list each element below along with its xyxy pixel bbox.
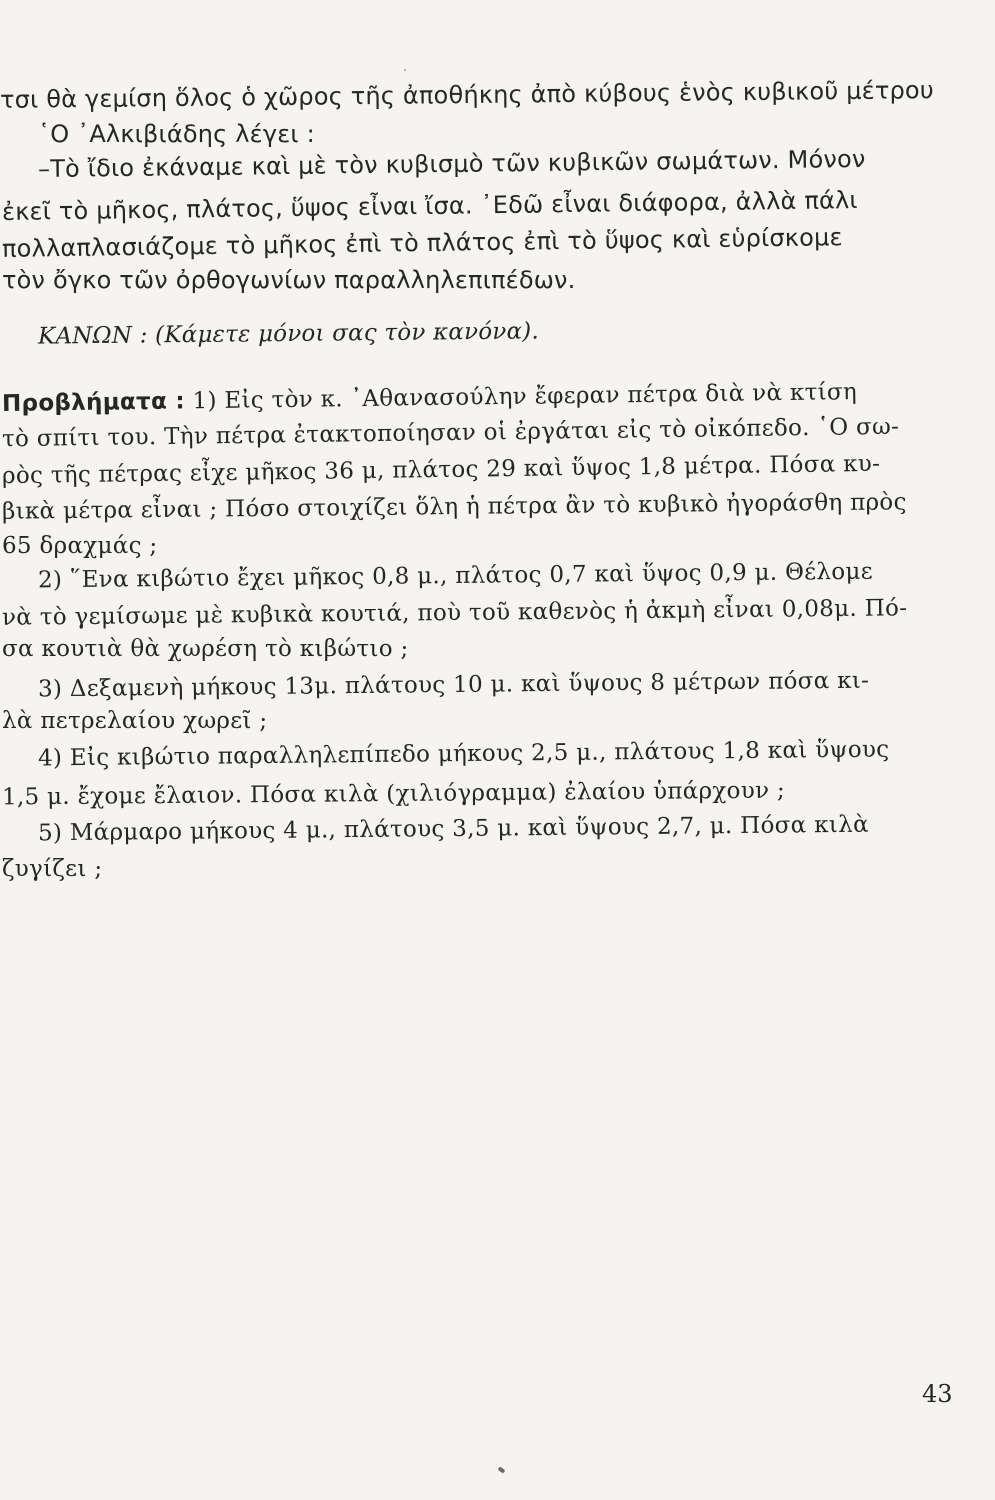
problem-line: 1,5 μ. ἔχομε ἔλαιον. Πόσα κιλὰ (χιλιόγραμμα) ἐλαίου ὑπάρχουν ; (1, 777, 786, 811)
print-speck (404, 69, 406, 71)
problems-line-1 (2, 377, 857, 419)
rule-text: (Κάμετε μόνοι σας τὸν κανόνα). (154, 318, 540, 349)
page-number: 43 (922, 1380, 953, 1408)
body-line-5: πολλαπλασιάζομε τὸ μῆκος ἐπὶ τὸ πλάτος ἐπὶ τὸ ὕψος καὶ εὑρίσκομε (1, 223, 843, 263)
rule-statement (38, 316, 539, 351)
body-line-4: ἐκεῖ τὸ μῆκος, πλάτος, ὕψος εἶναι ἴσα. ᾿Εδῶ εἶναι διάφορα, ἀλλὰ πάλι (1, 186, 858, 226)
body-line-1: τσι θὰ γεμίση ὅλος ὁ χῶρος τῆς ἀποθήκης ἀπὸ κύβους ἑνὸς κυβικοῦ μέτρου (0, 76, 935, 114)
problem-line: 5) Μάρμαρο μήκους 4 μ., πλάτους 3,5 μ. καὶ ὕψους 2,7, μ. Πόσα κιλὰ (37, 811, 869, 847)
problem-line: 2) ῞Ενα κιβώτιο ἔχει μῆκος 0,8 μ., πλάτος 0,7 καὶ ὕψος 0,9 μ. Θέλομε (37, 558, 874, 594)
problem-line: νὰ τὸ γεμίσωμε μὲ κυβικὰ κουτιά, ποὺ τοῦ καθενὸς ἡ ἀκμὴ εἶναι 0,08μ. Πό- (1, 595, 908, 631)
problem-1-start: 1) Εἰς τὸν κ. ᾿Αθανασούλην ἔφεραν πέτρα διὰ νὰ κτίση (192, 379, 858, 415)
body-line-3: –Τὸ ἴδιο ἐκάναμε καὶ μὲ τὸν κυβισμὸ τῶν κυβικῶν σωμάτων. Μόνον (37, 144, 866, 184)
problem-line: λὰ πετρελαίου χωρεῖ ; (2, 708, 268, 734)
problem-line: 65 δραχμάς ; (2, 533, 158, 559)
problem-line: τὸ σπίτι του. Τὴν πέτρα ἐτακτοποίησαν οἱ ἐργάται εἰς τὸ οἰκόπεδο. ῾Ο σω- (1, 413, 900, 453)
problem-line: σα κουτιὰ θὰ χωρέση τὸ κιβώτιο ; (2, 636, 409, 662)
problem-line: 4) Εἰς κιβώτιο παραλληλεπίπεδο μήκους 2,5 μ., πλάτους 1,8 καὶ ὕψους (37, 736, 890, 772)
problem-line: βικὰ μέτρα εἶναι ; Πόσο στοιχίζει ὅλη ἡ πέτρα ἂν τὸ κυβικὸ ἠγοράσθη πρὸς (1, 489, 907, 525)
rule-label: ΚΑΝΩΝ : (37, 322, 148, 350)
problems-heading: Προβλήματα : (1, 388, 186, 417)
body-line-2: ῾Ο ᾿Αλκιβιάδης λέγει : (38, 120, 315, 148)
problem-line: 3) Δεξαμενὴ μήκους 13μ. πλάτους 10 μ. καὶ ὕψους 8 μέτρων πόσα κι- (37, 667, 870, 703)
body-line-6: τὸν ὄγκο τῶν ὀρθογωνίων παραλληλεπιπέδων. (2, 266, 576, 294)
problem-line: ρὸς τῆς πέτρας εἶχε μῆκος 36 μ, πλάτος 29 καὶ ὕψος 1,8 μέτρα. Πόσα κυ- (1, 450, 881, 490)
print-speck (497, 1466, 505, 1473)
problem-line: ζυγίζει ; (2, 856, 103, 882)
